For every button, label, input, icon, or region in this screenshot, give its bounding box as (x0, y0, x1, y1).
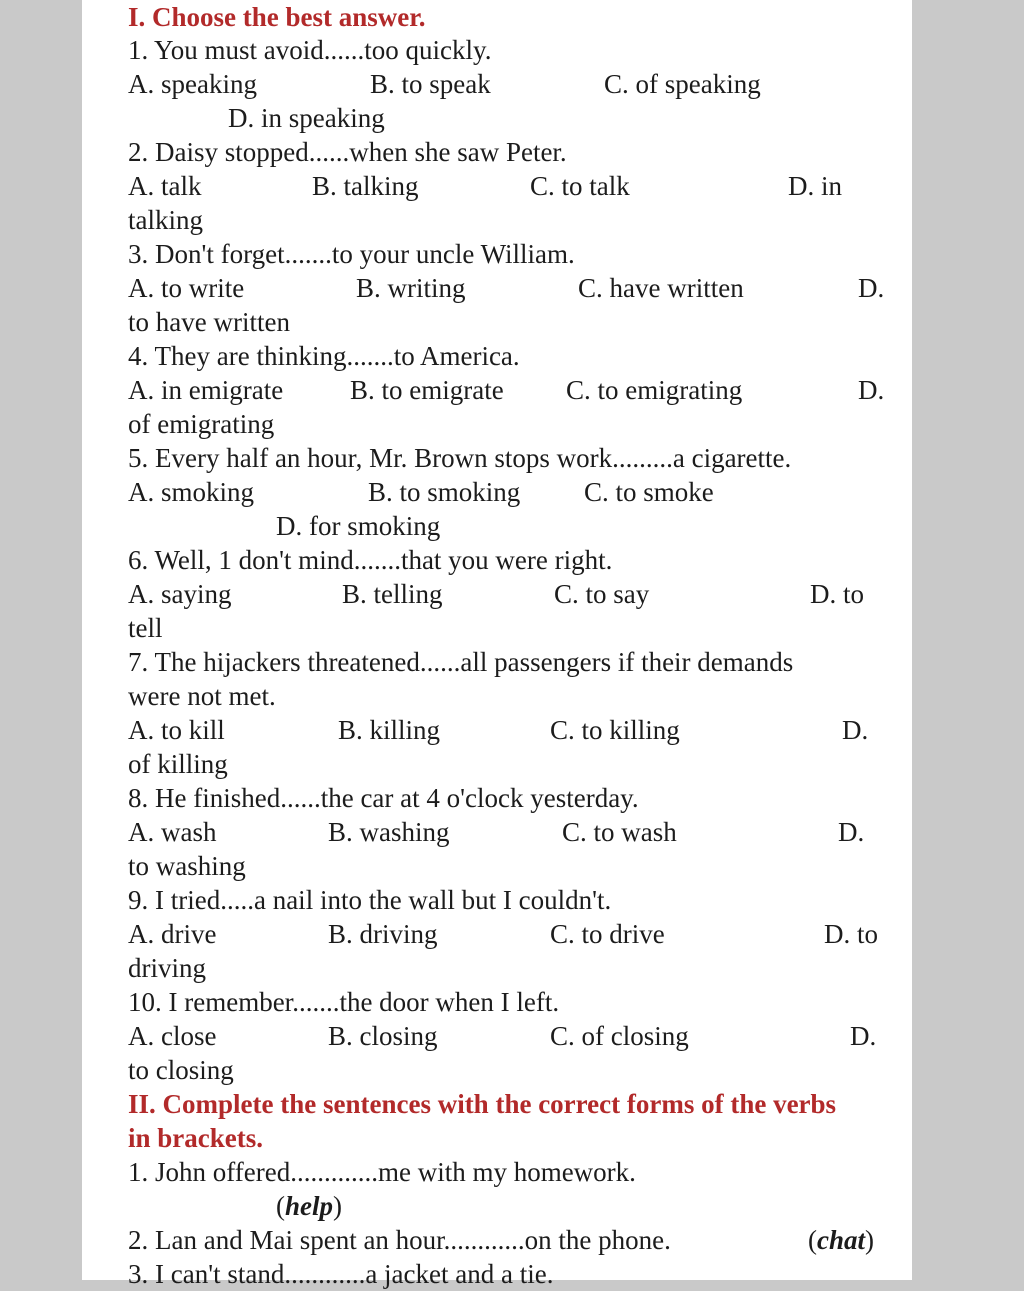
question-7-stem-continued: were not met. (128, 681, 276, 711)
question-7-stem: 7. The hijackers threatened......all passengers if their demands (128, 647, 794, 677)
question-2-option-d: D. in (788, 171, 842, 201)
question-7-option-d-continued: of killing (128, 749, 228, 779)
question-10-option-a: A. close (128, 1021, 217, 1051)
question-8-option-a: A. wash (128, 817, 217, 847)
question-9-option-d-continued: driving (128, 953, 206, 983)
exercise-2-item-3: 3. I can't stand............a jacket and a tie. (128, 1259, 554, 1289)
question-1-stem: 1. You must avoid......too quickly. (128, 35, 492, 65)
question-9-option-b: B. driving (328, 919, 438, 949)
question-2-option-d-continued: talking (128, 205, 203, 235)
question-4-option-b: B. to emigrate (350, 375, 504, 405)
question-9-stem: 9. I tried.....a nail into the wall but I couldn't. (128, 885, 612, 915)
question-1-option-d: D. in speaking (228, 103, 385, 133)
question-4-option-a: A. in emigrate (128, 375, 284, 405)
question-5-stem: 5. Every half an hour, Mr. Brown stops work.........a cigarette. (128, 443, 792, 473)
question-4-option-c: C. to emigrating (566, 375, 743, 405)
question-10-option-b: B. closing (328, 1021, 438, 1051)
question-3-option-d-continued: to have written (128, 307, 290, 337)
question-5-option-c: C. to smoke (584, 477, 714, 507)
question-2-option-a: A. talk (128, 171, 202, 201)
question-6-stem: 6. Well, 1 don't mind.......that you were right. (128, 545, 613, 575)
question-10-option-d: D. (850, 1021, 877, 1051)
question-7-option-c: C. to killing (550, 715, 680, 745)
question-5-option-b: B. to smoking (368, 477, 521, 507)
question-10-stem: 10. I remember.......the door when I left. (128, 987, 560, 1017)
question-8-option-d-continued: to washing (128, 851, 246, 881)
question-5-option-a: A. smoking (128, 477, 255, 507)
question-3-option-c: C. have written (578, 273, 744, 303)
question-1-option-a: A. speaking (128, 69, 257, 99)
question-9-option-c: C. to drive (550, 919, 665, 949)
question-8-option-c: C. to wash (562, 817, 677, 847)
question-3-option-a: A. to write (128, 273, 245, 303)
question-1-option-c: C. of speaking (604, 69, 761, 99)
question-2-option-c: C. to talk (530, 171, 630, 201)
section-2-title: II. Complete the sentences with the correct forms of the verbs (128, 1089, 837, 1119)
question-4-option-d: D. (858, 375, 885, 405)
question-6-option-d-continued: tell (128, 613, 163, 643)
question-8-stem: 8. He finished......the car at 4 o'clock yesterday. (128, 783, 639, 813)
question-3-option-d: D. (858, 273, 885, 303)
exercise-2-item-2: 2. Lan and Mai spent an hour............on the phone. (128, 1225, 671, 1255)
question-4-option-d-continued: of emigrating (128, 409, 275, 439)
question-9-option-a: A. drive (128, 919, 217, 949)
question-8-option-d: D. (838, 817, 865, 847)
question-2-option-b: B. talking (312, 171, 419, 201)
question-10-option-c: C. of closing (550, 1021, 689, 1051)
question-5-option-d: D. for smoking (276, 511, 441, 541)
section-2-title-continued: in brackets. (128, 1123, 263, 1153)
question-6-option-b: B. telling (342, 579, 443, 609)
exercise-2-item-1-hint: (help) (276, 1191, 343, 1221)
question-3-option-b: B. writing (356, 273, 466, 303)
question-10-option-d-continued: to closing (128, 1055, 234, 1085)
section-1-title: I. Choose the best answer. (128, 2, 426, 32)
question-6-option-a: A. saying (128, 579, 232, 609)
question-7-option-a: A. to kill (128, 715, 225, 745)
question-3-stem: 3. Don't forget.......to your uncle William. (128, 239, 575, 269)
question-7-option-d: D. (842, 715, 869, 745)
question-6-option-c: C. to say (554, 579, 650, 609)
question-2-stem: 2. Daisy stopped......when she saw Peter. (128, 137, 567, 167)
question-1-option-b: B. to speak (370, 69, 491, 99)
question-7-option-b: B. killing (338, 715, 441, 745)
question-8-option-b: B. washing (328, 817, 450, 847)
exercise-2-item-1: 1. John offered.............me with my homework. (128, 1157, 636, 1187)
exercise-2-item-2-hint: (chat) (808, 1225, 875, 1255)
question-4-stem: 4. They are thinking.......to America. (128, 341, 520, 371)
question-9-option-d: D. to (824, 919, 878, 949)
question-6-option-d: D. to (810, 579, 864, 609)
